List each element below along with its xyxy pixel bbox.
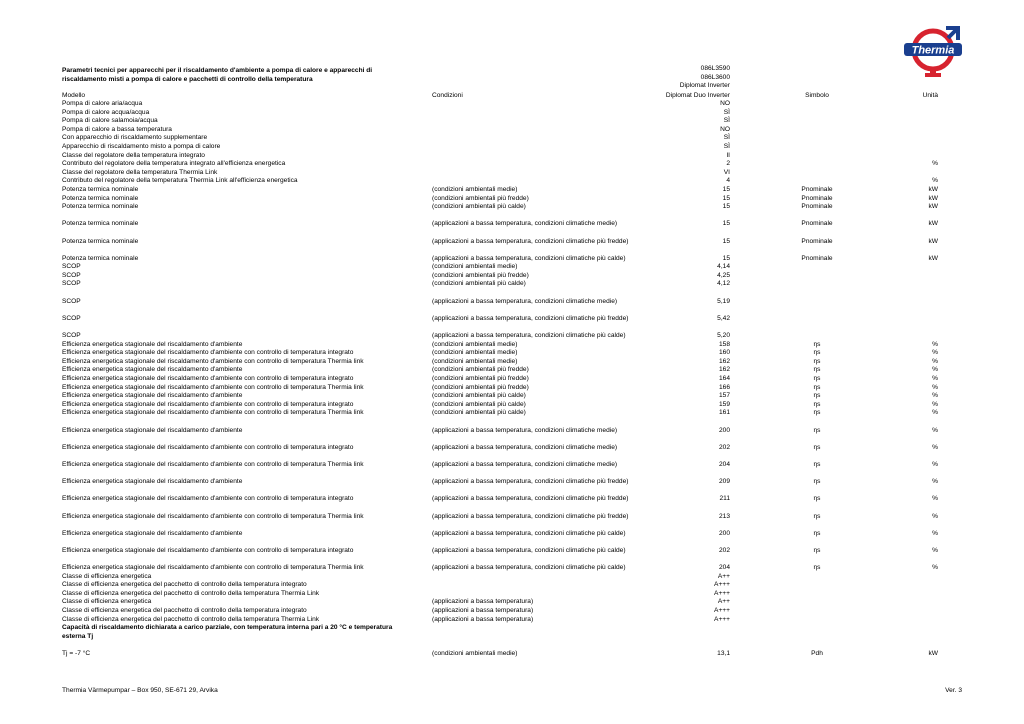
symbol-cell: ηs [813,478,821,486]
unit-cell: % [932,529,938,537]
unit-cell: kW [928,650,938,657]
condition-cell: (applicazioni a bassa temperatura, condizioni climatiche medie) [432,426,618,434]
value-cell: A+++ [714,589,730,597]
condition-cell: (applicazioni a bassa temperatura, condizioni climatiche più calde) [432,546,626,554]
unit-cell: % [932,375,938,382]
value-cell: 4 [726,177,730,185]
condition-cell: (condizioni ambientali più calde) [432,203,526,211]
value-cell: 15 [722,220,730,228]
parameter-cell: Pompa di calore salamoia/acqua [62,117,158,125]
condition-cell: (applicazioni a bassa temperatura, condizioni climatiche medie) [432,443,618,451]
parameter-cell: Tj = -7 °C [62,650,91,657]
condition-cell: (applicazioni a bassa temperatura) [432,598,534,606]
value-cell: 209 [718,478,730,486]
condition-cell: (applicazioni a bassa temperatura, condizioni climatiche più calde) [432,564,626,572]
condition-cell: (condizioni ambientali più fredde) [432,194,529,202]
parameter-cell: SCOP [62,280,81,288]
footer-version: Ver. 3 [945,687,962,694]
symbol-cell: Pnominale [801,203,833,211]
parameter-cell: Contributo del regolatore della temperatura integrato all'efficienza energetica [62,160,286,168]
value-cell: SÌ [723,134,730,142]
condition-cell: (condizioni ambientali medie) [432,340,518,348]
condition-cell: (condizioni ambientali più fredde) [432,375,529,382]
parameter-cell: Potenza termica nominale [62,254,139,262]
table-row [62,341,962,350]
header-conditions: Condizioni [432,92,463,99]
value-cell: 5,19 [717,297,730,305]
value-cell: 211 [719,495,730,503]
value-cell: 15 [722,254,730,262]
model-name: Diplomat Inverter [679,82,730,90]
unit-cell: % [932,512,938,520]
table-row [62,126,962,135]
unit-cell: % [932,160,938,168]
symbol-cell: ηs [813,400,821,408]
table-row [62,109,962,118]
symbol-cell: ηs [813,495,821,503]
symbol-cell: ηs [813,512,821,520]
table-row [62,590,962,599]
value-cell: 164 [718,375,730,382]
parameter-cell: Efficienza energetica stagionale del riscaldamento d'ambiente con controllo di temperatura Thermia link [62,460,364,468]
condition-cell: (applicazioni a bassa temperatura, condizioni climatiche più calde) [432,529,626,537]
table-row [62,358,962,367]
footer-address: Thermia Värmepumpar – Box 950, SE-671 29, Arvika [62,687,218,694]
value-cell: II [726,151,730,159]
table-row [62,452,962,469]
table-row [62,143,962,152]
value-cell: A++ [717,572,730,580]
parameter-cell: Efficienza energetica stagionale del riscaldamento d'ambiente con controllo di temperatura Thermia link [62,383,364,391]
table-row [62,521,962,538]
unit-cell: % [932,460,938,468]
parameter-cell: Potenza termica nominale [62,185,139,193]
table-row [62,487,962,504]
value-cell: 204 [718,460,730,468]
parameter-cell: Efficienza energetica stagionale del riscaldamento d'ambiente con controllo di temperatura Thermia link [62,564,364,572]
unit-cell: % [932,340,938,348]
condition-cell: (applicazioni a bassa temperatura) [432,607,534,615]
model-code: 086L3600 [700,73,730,81]
unit-cell: kW [928,220,938,228]
value-cell: VI [723,168,730,176]
condition-cell: (applicazioni a bassa temperatura, condizioni climatiche più fredde) [432,512,629,520]
unit-cell: % [932,366,938,374]
symbol-cell: Pnominale [801,237,833,245]
condition-cell: (condizioni ambientali medie) [432,185,518,193]
value-cell: A+++ [714,607,730,615]
table-row [62,392,962,401]
table-row [62,641,962,658]
value-cell: 2 [726,160,730,168]
table-row [62,375,962,384]
value-cell: 5,20 [717,332,730,340]
symbol-cell: ηs [813,564,821,572]
parameter-cell: SCOP [62,263,81,271]
table-row [62,134,962,143]
parameter-cell: Efficienza energetica stagionale del riscaldamento d'ambiente [62,426,243,434]
symbol-cell: ηs [813,340,821,348]
parameter-cell: Pompa di calore acqua/acqua [62,108,150,116]
value-cell: 15 [722,203,730,211]
parameter-cell: Classe del regolatore della temperatura integrato [62,151,205,159]
parameter-cell: Classe di efficienza energetica del pacchetto di controllo della temperatura Thermia Link [62,589,320,597]
unit-cell: kW [928,254,938,262]
symbol-cell: ηs [813,546,821,554]
parameter-cell: Pompa di calore a bassa temperatura [62,125,172,133]
value-cell: 158 [718,340,730,348]
condition-cell: (condizioni ambientali più calde) [432,392,526,400]
symbol-cell: Pnominale [801,185,833,193]
condition-cell: (applicazioni a bassa temperatura, condizioni climatiche medie) [432,460,618,468]
condition-cell: (condizioni ambientali più calde) [432,400,526,408]
value-cell: SÌ [723,142,730,150]
table-row [62,160,962,169]
table-row [62,607,962,616]
parameter-cell: Efficienza energetica stagionale del riscaldamento d'ambiente [62,366,243,374]
table-row [62,117,962,126]
condition-cell: (applicazioni a bassa temperatura, condizioni climatiche più calde) [432,332,626,340]
value-cell: 15 [722,194,730,202]
symbol-cell: ηs [813,357,821,365]
model-code: 086L3590 [700,65,730,72]
condition-cell: (applicazioni a bassa temperatura, condizioni climatiche più calde) [432,254,626,262]
symbol-cell: ηs [813,383,821,391]
logo-text: Thermia [911,44,955,57]
parameter-cell: SCOP [62,297,81,305]
parameter-cell: Classe di efficienza energetica [62,572,152,580]
table-row [62,624,962,641]
table-row [62,169,962,178]
parameter-cell: Efficienza energetica stagionale del riscaldamento d'ambiente [62,529,243,537]
parameter-cell: Efficienza energetica stagionale del riscaldamento d'ambiente con controllo di temperatura Thermia link [62,409,364,417]
model-header [600,65,730,91]
unit-cell: % [932,392,938,400]
unit-cell: % [932,400,938,408]
table-row [62,409,962,418]
value-cell: SÌ [723,117,730,125]
parameter-cell: Efficienza energetica stagionale del riscaldamento d'ambiente con controllo di temperatura Thermia link [62,512,364,520]
parameter-cell: Classe del regolatore della temperatura Thermia Link [62,168,218,176]
parameter-cell: Efficienza energetica stagionale del riscaldamento d'ambiente con controllo di temperatura integrato [62,495,354,503]
condition-cell: (applicazioni a bassa temperatura, condizioni climatiche medie) [432,220,618,228]
value-cell: 4,14 [717,263,730,271]
table-row [62,366,962,375]
condition-cell: (condizioni ambientali più calde) [432,280,526,288]
thermia-logo [902,24,964,80]
table-row [62,504,962,521]
table-row [62,289,962,306]
symbol-cell: Pnominale [801,220,833,228]
value-cell: 4,25 [717,271,730,279]
table-row [62,306,962,323]
value-cell: 13,1 [717,650,730,657]
condition-cell: (applicazioni a bassa temperatura, condizioni climatiche più fredde) [432,478,629,486]
parameter-table [62,100,962,659]
value-cell: 159 [718,400,730,408]
value-cell: 213 [718,512,730,520]
unit-cell: % [932,409,938,417]
parameter-cell: Efficienza energetica stagionale del riscaldamento d'ambiente [62,340,243,348]
table-row [62,573,962,582]
value-cell: 15 [722,185,730,193]
unit-cell: % [932,478,938,486]
parameter-cell: Pompa di calore aria/acqua [62,100,143,107]
symbol-cell: Pnominale [801,254,833,262]
value-cell: 160 [718,349,730,357]
parameter-cell: Efficienza energetica stagionale del riscaldamento d'ambiente con controllo di temperatura integrato [62,443,354,451]
header-unit: Unità [922,92,938,99]
value-cell: 200 [718,426,730,434]
value-cell: 162 [718,357,730,365]
value-cell: A+++ [714,615,730,623]
condition-cell: (condizioni ambientali più fredde) [432,271,529,279]
value-cell: NO [720,125,730,133]
value-cell: 202 [718,443,730,451]
symbol-cell: Pnominale [801,194,833,202]
parameter-cell: Classe di efficienza energetica del pacchetto di controllo della temperatura Thermia Link [62,615,320,623]
unit-cell: kW [928,194,938,202]
value-cell: A+++ [714,581,730,589]
table-row [62,323,962,340]
table-row [62,280,962,289]
condition-cell: (applicazioni a bassa temperatura, condizioni climatiche più fredde) [432,495,629,503]
value-cell: 166 [718,383,730,391]
table-row [62,384,962,393]
value-cell: 161 [718,409,730,417]
symbol-cell: ηs [813,426,821,434]
table-row [62,349,962,358]
symbol-cell: ηs [813,366,821,374]
value-cell: 204 [718,564,730,572]
condition-cell: (condizioni ambientali medie) [432,650,518,657]
page-title: Parametri tecnici per apparecchi per il riscaldamento d'ambiente a pompa di calore e apparecchi di riscaldamento misti a pompa di calore e pacchetti di controllo della temperatura [62,67,373,84]
table-row [62,272,962,281]
parameter-cell: Capacità di riscaldamento dichiarata a carico parziale, con temperatura interna pari a 20 °C e temperatura esterna Tj [62,624,393,640]
symbol-cell: ηs [813,375,821,382]
value-cell: 157 [718,392,730,400]
table-row [62,152,962,161]
condition-cell: (applicazioni a bassa temperatura, condizioni climatiche più fredde) [432,314,629,322]
value-cell: NO [720,100,730,107]
table-row [62,177,962,186]
table-row [62,212,962,229]
condition-cell: (condizioni ambientali più calde) [432,409,526,417]
value-cell: 202 [718,546,730,554]
parameter-cell: SCOP [62,314,81,322]
value-cell: 200 [718,529,730,537]
symbol-cell: ηs [813,392,821,400]
value-cell: 5,42 [717,314,730,322]
parameter-cell: Potenza termica nominale [62,194,139,202]
table-row [62,598,962,607]
parameter-cell: Con apparecchio di riscaldamento supplementare [62,134,208,142]
table-row [62,555,962,572]
table-row [62,246,962,263]
table-row [62,263,962,272]
parameter-cell: Efficienza energetica stagionale del riscaldamento d'ambiente [62,478,243,486]
parameter-cell: Efficienza energetica stagionale del riscaldamento d'ambiente [62,392,243,400]
parameter-cell: Efficienza energetica stagionale del riscaldamento d'ambiente con controllo di temperatura integrato [62,400,354,408]
value-cell: SÌ [723,108,730,116]
parameter-cell: Potenza termica nominale [62,220,139,228]
value-cell: 162 [718,366,730,374]
parameter-cell: Classe di efficienza energetica del pacchetto di controllo della temperatura integrato [62,607,307,615]
value-cell: 15 [722,237,730,245]
table-row [62,195,962,204]
table-row [62,401,962,410]
unit-cell: % [932,349,938,357]
unit-cell: % [932,177,938,185]
symbol-cell: ηs [813,349,821,357]
parameter-cell: Efficienza energetica stagionale del riscaldamento d'ambiente con controllo di temperatura integrato [62,375,354,382]
unit-cell: % [932,383,938,391]
condition-cell: (condizioni ambientali medie) [432,357,518,365]
table-row [62,418,962,435]
table-row [62,435,962,452]
parameter-cell: Potenza termica nominale [62,237,139,245]
unit-cell: kW [928,185,938,193]
table-row [62,203,962,212]
parameter-cell: Classe di efficienza energetica del pacchetto di controllo della temperatura integrato [62,581,307,589]
header-symbol: Simbolo [805,92,829,99]
parameter-cell: SCOP [62,332,81,340]
condition-cell: (applicazioni a bassa temperatura, condizioni climatiche medie) [432,297,618,305]
condition-cell: (applicazioni a bassa temperatura) [432,615,534,623]
table-row [62,581,962,590]
symbol-cell: ηs [813,460,821,468]
table-row [62,616,962,625]
table-row [62,100,962,109]
condition-cell: (condizioni ambientali più fredde) [432,383,529,391]
unit-cell: % [932,495,938,503]
parameter-cell: Contributo del regolatore della temperatura Thermia Link all'efficienza energetica [62,177,298,185]
table-row [62,470,962,487]
parameter-cell: SCOP [62,271,81,279]
condition-cell: (applicazioni a bassa temperatura, condizioni climatiche più fredde) [432,237,629,245]
symbol-cell: ηs [813,409,821,417]
value-cell: A++ [717,598,730,606]
unit-cell: % [932,357,938,365]
unit-cell: kW [928,237,938,245]
symbol-cell: ηs [813,529,821,537]
symbol-cell: Pdh [811,650,823,657]
unit-cell: kW [928,203,938,211]
table-row [62,186,962,195]
condition-cell: (condizioni ambientali più fredde) [432,366,529,374]
unit-cell: % [932,564,938,572]
symbol-cell: ηs [813,443,821,451]
parameter-cell: Efficienza energetica stagionale del riscaldamento d'ambiente con controllo di temperatura integrato [62,546,354,554]
parameter-cell: Potenza termica nominale [62,203,139,211]
parameter-cell: Apparecchio di riscaldamento misto a pompa di calore [62,142,221,150]
parameter-cell: Efficienza energetica stagionale del riscaldamento d'ambiente con controllo di temperatura Thermia link [62,357,364,365]
parameter-cell: Efficienza energetica stagionale del riscaldamento d'ambiente con controllo di temperatura integrato [62,349,354,357]
unit-cell: % [932,426,938,434]
value-cell: 4,12 [717,280,730,288]
condition-cell: (condizioni ambientali medie) [432,349,518,357]
unit-cell: % [932,546,938,554]
unit-cell: % [932,443,938,451]
table-row [62,538,962,555]
header-param: Modello [62,92,86,99]
model-name: Diplomat Duo Inverter [665,92,730,99]
condition-cell: (condizioni ambientali medie) [432,263,518,271]
parameter-cell: Classe di efficienza energetica [62,598,152,606]
table-row [62,229,962,246]
